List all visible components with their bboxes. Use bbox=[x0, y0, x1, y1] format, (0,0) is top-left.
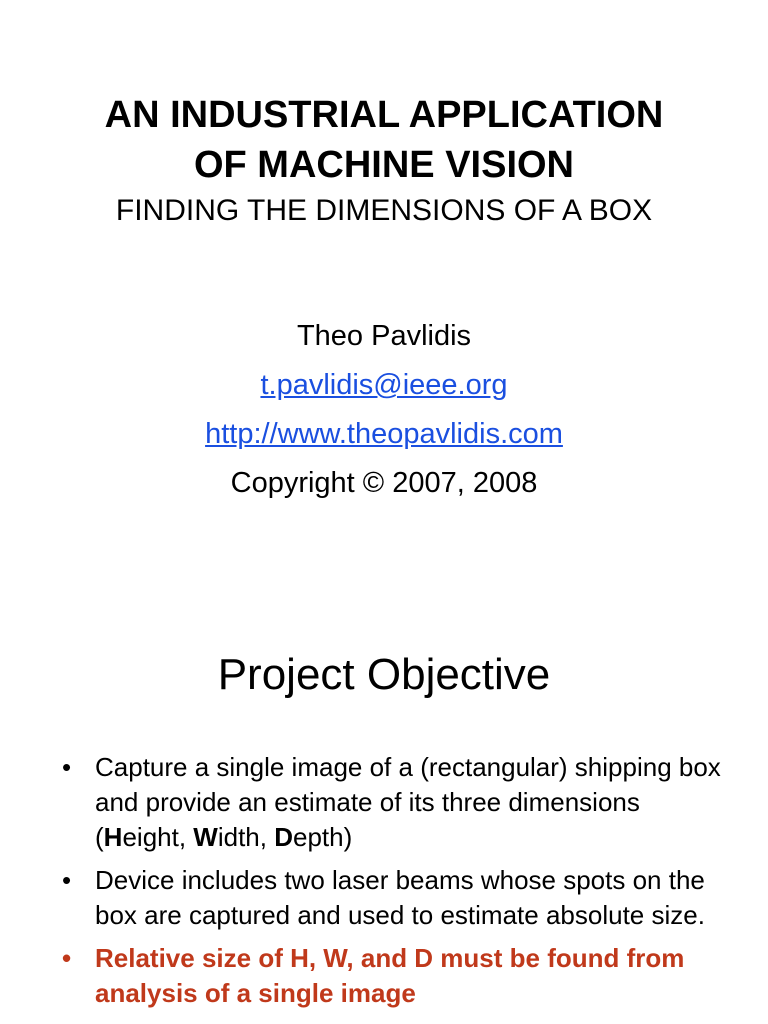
width-initial: W bbox=[193, 822, 218, 852]
bullet-dot-icon: • bbox=[62, 865, 72, 895]
author-name: Theo Pavlidis bbox=[296, 320, 472, 352]
author-email-link[interactable]: t.pavlidis@ieee.org bbox=[260, 369, 508, 401]
presentation-subtitle: FINDING THE DIMENSIONS OF A BOX bbox=[115, 194, 653, 227]
title-line-2: OF MACHINE VISION bbox=[193, 144, 575, 186]
objective-bullet-list bbox=[62, 750, 722, 1019]
title-line-1: AN INDUSTRIAL APPLICATION bbox=[104, 94, 664, 136]
author-info bbox=[0, 312, 768, 508]
height-initial: H bbox=[103, 822, 123, 852]
bullet-dot-icon: • bbox=[62, 943, 72, 973]
bullet-item-lasers: • Device includes two laser beams whose spots on the box are captured and used to estimate absolute size. bbox=[62, 865, 705, 930]
bullet-item-relative-size: • Relative size of H, W, and D must be found from analysis of a single image bbox=[62, 943, 685, 1008]
copyright-notice: Copyright © 2007, 2008 bbox=[230, 467, 538, 499]
objective-slide bbox=[0, 580, 768, 1024]
presentation-title bbox=[0, 90, 768, 190]
slide-title: Project Objective bbox=[217, 650, 551, 699]
bullet-item-capture: • Capture a single image of a (rectangular) shipping box and provide an estimate of its three dimensions (Height, Width, Depth) bbox=[62, 752, 721, 852]
bullet-dot-icon: • bbox=[62, 752, 72, 782]
depth-initial: D bbox=[274, 822, 293, 852]
author-website-link[interactable]: http://www.theopavlidis.com bbox=[205, 418, 563, 450]
